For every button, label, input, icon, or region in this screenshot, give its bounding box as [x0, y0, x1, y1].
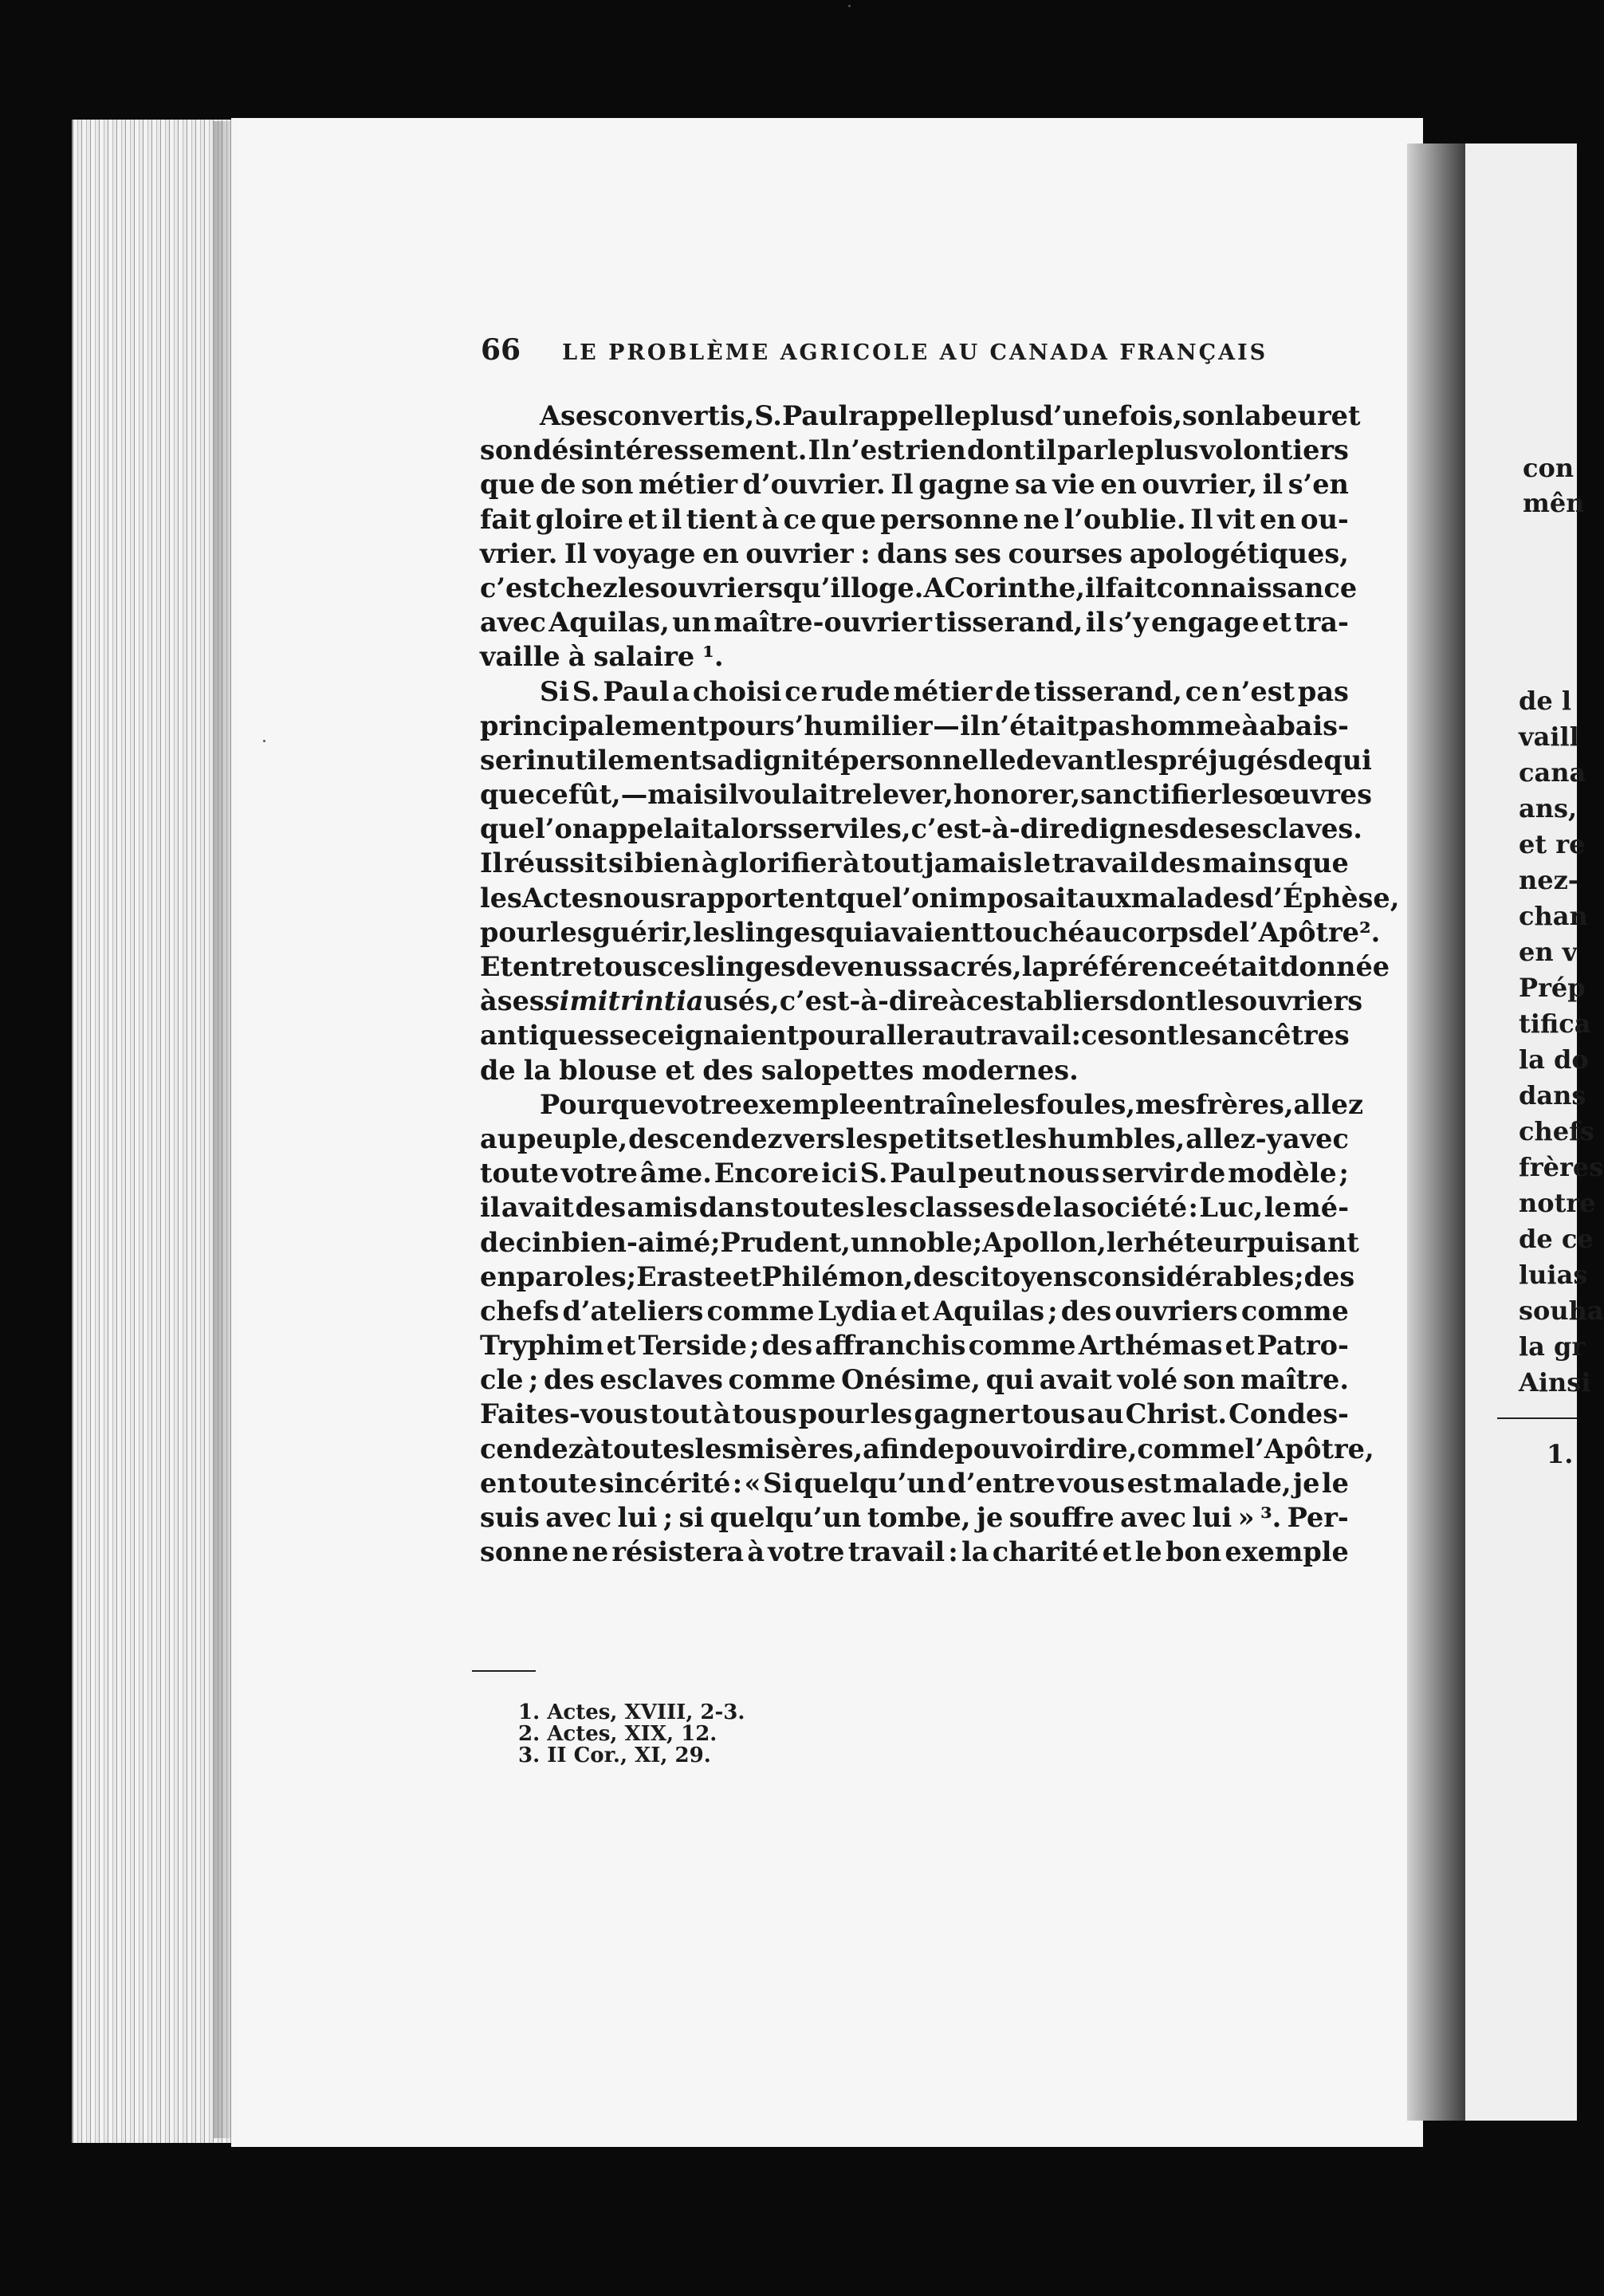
text-line: vrier. Il voyage en ouvrier : dans ses courses apologétiques, — [480, 537, 1349, 569]
scan-speck — [848, 5, 851, 7]
text-line: chefs d’ateliers comme Lydia et Aquilas ; des ouvriers comme — [480, 1295, 1349, 1327]
facing-page-line: chefs — [1519, 1116, 1594, 1146]
facing-page-line: ans, — [1519, 793, 1578, 824]
facing-page-line: dans — [1519, 1080, 1586, 1111]
footnote: 3. II Cor., XI, 29. — [518, 1744, 711, 1767]
text-line: Il réussit si bien à glorifier à tout jamais le travail des mains que — [480, 847, 1349, 879]
text-line: toute votre âme. Encore ici S. Paul peut nous servir de modèle ; — [480, 1158, 1349, 1189]
text-line: cendez à toutes les misères, afin de pouvoir dire, comme l’Apôtre, — [480, 1433, 1374, 1464]
facing-page-line: mên — [1523, 488, 1585, 518]
facing-page-line: et re — [1519, 829, 1586, 859]
text-line: Pour que votre exemple entraîne les foules, mes frères, allez — [540, 1088, 1364, 1120]
text-line: que l’on appelait alors serviles, c’est-à-dire dignes des esclaves. — [480, 813, 1362, 845]
book-gutter — [1407, 144, 1467, 2121]
text-line: pour les guérir, les linges qui avaient touché au corps de l’Apôtre ². — [480, 916, 1381, 948]
facing-page-line: notre — [1519, 1188, 1596, 1218]
text-line: suis avec lui ; si quelqu’un tombe, je souffre avec lui » ³. Per- — [480, 1502, 1349, 1533]
text-line: decin bien-aimé ; Prudent, un noble ; Apollon, le rhéteur puisant — [480, 1226, 1359, 1258]
page-edges-stack — [72, 120, 233, 2143]
text-line: que ce fût, — mais il voulait relever, honorer, sanctifier les œuvres — [480, 779, 1372, 811]
text-line: les Actes nous rapportent que l’on imposait aux malades d’Éphèse, — [480, 882, 1400, 914]
scan-speck — [263, 740, 265, 742]
text-line: antiques se ceignaient pour aller au travail : ce sont les ancêtres — [480, 1020, 1350, 1052]
text-line: en paroles ; Eraste et Philémon, des citoyens considérables ; des — [480, 1260, 1355, 1292]
text-line: principalement pour s’humilier — il n’était pas homme à abais- — [480, 710, 1349, 741]
running-title: LE PROBLÈME AGRICOLE AU CANADA FRANÇAIS — [562, 340, 1268, 365]
facing-page-line: con — [1523, 453, 1575, 483]
footnote: 2. Actes, XIX, 12. — [518, 1722, 717, 1746]
text-line: Et entre tous ces linges devenus sacrés, la préférence était donnée — [480, 951, 1390, 982]
body-text — [480, 399, 1400, 1569]
facing-page-line: 1. — [1547, 1439, 1574, 1469]
text-line: de la blouse et des salopettes modernes. — [480, 1054, 1079, 1086]
text-line: fait gloire et il tient à ce que personne ne l’oublie. Il vit en ou- — [480, 503, 1349, 535]
running-header — [481, 333, 1358, 381]
facing-page-footnote-rule — [1497, 1417, 1577, 1419]
text-line: Faites-vous tout à tous pour les gagner tous au Christ. Condes- — [480, 1398, 1349, 1430]
facing-page-line: Prép — [1519, 973, 1586, 1003]
facing-page-line: frères — [1519, 1152, 1604, 1182]
facing-page-line: luias — [1519, 1260, 1588, 1290]
footnote-rule — [472, 1670, 536, 1672]
facing-page-line: de ce — [1519, 1224, 1594, 1254]
text-line: sonne ne résistera à votre travail : la charité et le bon exemple — [480, 1536, 1349, 1568]
text-line: A ses convertis, S. Paul rappelle plus d’une fois, son labeur et — [540, 400, 1361, 431]
page-number: 66 — [481, 333, 521, 367]
facing-page-line: la do — [1519, 1044, 1589, 1075]
text-line: que de son métier d’ouvrier. Il gagne sa vie en ouvrier, il s’en — [480, 469, 1349, 501]
facing-page-line: vaill — [1519, 721, 1579, 752]
text-line: avec Aquilas, un maître-ouvrier tisserand, il s’y engage et tra- — [480, 607, 1349, 639]
text-line: Tryphim et Terside ; des affranchis comme Arthémas et Patro- — [480, 1330, 1349, 1362]
text-line: au peuple, descendez vers les petits et les humbles, allez-y avec — [480, 1122, 1349, 1154]
text-line: à ses simitrintia usés, c’est-à-dire à ces tabliers dont les ouvriers — [480, 985, 1363, 1017]
text-line: son désintéressement. Il n’est rien dont il parle plus volontiers — [480, 434, 1349, 466]
footnotes — [518, 1702, 745, 1767]
text-line: Si S. Paul a choisi ce rude métier de tisserand, ce n’est pas — [540, 675, 1349, 707]
text-line: cle ; des esclaves comme Onésime, qui avait volé son maître. — [480, 1364, 1349, 1396]
facing-page-line: cana — [1519, 757, 1586, 788]
facing-page-line: Ainsi — [1519, 1367, 1591, 1398]
facing-page-line: de l — [1519, 686, 1572, 716]
facing-page-line: la gr — [1519, 1331, 1586, 1362]
text-line: il avait des amis dans toutes les classes de la société : Luc, le mé- — [480, 1192, 1349, 1224]
facing-page-line: nez- — [1519, 865, 1579, 895]
facing-page-line: souha — [1519, 1295, 1604, 1326]
footnote: 1. Actes, XVIII, 2-3. — [518, 1700, 745, 1724]
facing-page-line: en v — [1519, 937, 1578, 967]
facing-page-line: tifica — [1519, 1008, 1591, 1039]
text-line: ser inutilement sa dignité personnelle devant les préjugés de qui — [480, 744, 1372, 776]
text-line: c’est chez les ouvriers qu’il loge. A Corinthe, il fait connaissance — [480, 572, 1358, 603]
text-line: vaille à salaire ¹. — [480, 641, 724, 673]
facing-page-line: chan — [1519, 901, 1588, 931]
text-line: en toute sincérité : « Si quelqu’un d’entre vous est malade, je le — [480, 1467, 1349, 1499]
